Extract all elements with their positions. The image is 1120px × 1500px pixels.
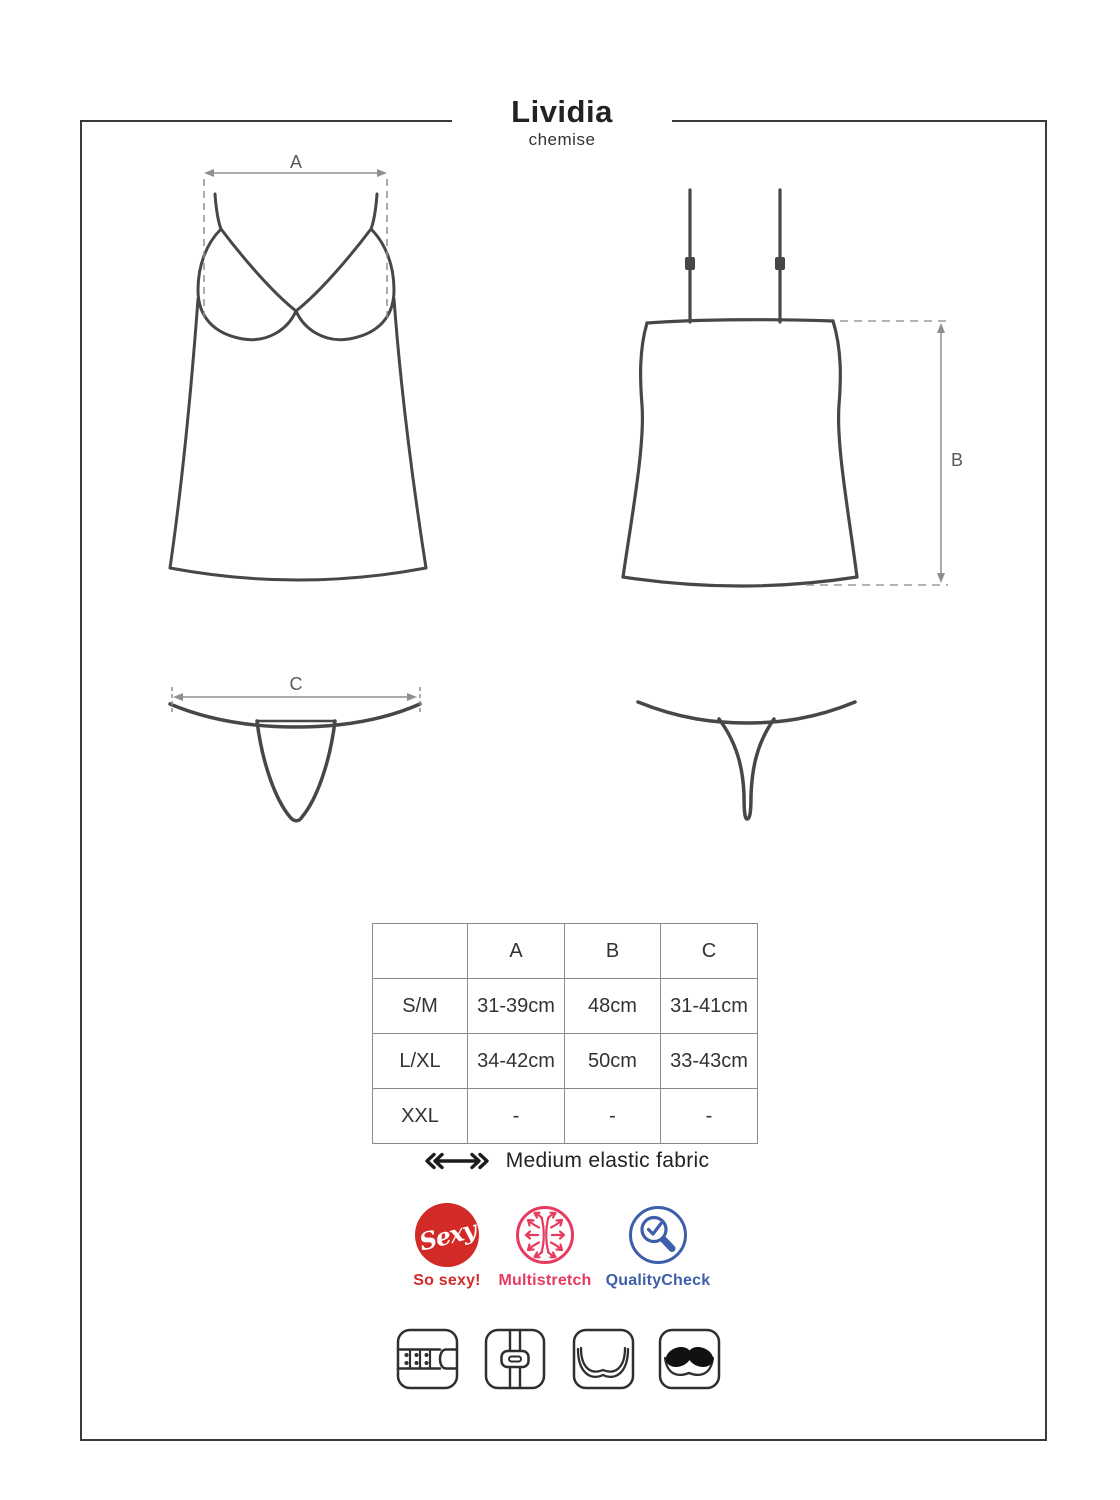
front-hem <box>170 568 426 580</box>
header-cell-c: C <box>661 924 758 979</box>
product-subtitle: chemise <box>528 130 596 150</box>
product-title: Lividia <box>511 93 613 129</box>
table-row <box>373 979 758 1034</box>
size-table <box>372 923 758 1144</box>
multistretch-badge-label: Multistretch <box>498 1272 592 1289</box>
value-cell: 50cm <box>565 1034 661 1089</box>
front-left-cup-inner <box>221 229 296 311</box>
table-row <box>373 1089 758 1144</box>
front-left-side <box>170 299 198 568</box>
stretch-double-arrow-icon <box>421 1151 493 1171</box>
front-right-cup-outer <box>296 229 394 340</box>
size-cell: XXL <box>373 1089 468 1144</box>
sexy-badge <box>400 1203 494 1290</box>
header-cell-a: A <box>468 924 565 979</box>
table-row <box>373 1034 758 1089</box>
value-cell: - <box>468 1089 565 1144</box>
fabric-note-label: Medium elastic fabric <box>505 1149 710 1172</box>
right-strap-slider <box>775 257 785 270</box>
front-left-strap <box>215 194 221 229</box>
hook-eye-closure-icon <box>396 1328 459 1390</box>
value-cell: - <box>565 1089 661 1144</box>
sexy-badge-label: So sexy! <box>413 1272 481 1289</box>
dimension-c-label: C <box>289 674 303 694</box>
left-strap-slider <box>685 257 695 270</box>
value-cell: - <box>661 1089 758 1144</box>
fabric-note <box>340 1146 790 1176</box>
qualitycheck-badge <box>600 1203 716 1290</box>
header-cell-empty <box>373 924 468 979</box>
sexy-circle-icon <box>415 1203 479 1267</box>
value-cell: 31-41cm <box>661 979 758 1034</box>
sexy-circle-text: Sexy <box>415 1214 479 1256</box>
back-top-edge <box>647 320 833 323</box>
qualitycheck-badge-label: QualityCheck <box>605 1272 711 1289</box>
back-right-side <box>833 321 857 577</box>
value-cell: 34-42cm <box>468 1034 565 1089</box>
size-cell: S/M <box>373 979 468 1034</box>
thong-front-drawing <box>170 704 420 821</box>
underwire-icon <box>572 1328 635 1390</box>
back-left-side <box>623 323 647 577</box>
thong-back-waistband <box>638 702 855 723</box>
value-cell: 31-39cm <box>468 979 565 1034</box>
size-table-header-row <box>373 924 758 979</box>
chemise-back-drawing <box>623 190 857 586</box>
value-cell: 48cm <box>565 979 661 1034</box>
thong-back-string <box>719 719 774 819</box>
multistretch-arrows-icon <box>514 1203 576 1267</box>
front-right-cup-inner <box>296 229 371 311</box>
product-title-box <box>452 84 672 162</box>
size-cell: L/XL <box>373 1034 468 1089</box>
multistretch-badge <box>492 1203 598 1290</box>
header-cell-b: B <box>565 924 661 979</box>
dimension-a-label: A <box>289 152 303 172</box>
dimension-b <box>806 321 948 585</box>
adjustable-strap-icon <box>484 1328 546 1390</box>
front-right-side <box>394 299 426 568</box>
value-cell: 33-43cm <box>661 1034 758 1089</box>
front-right-strap <box>371 194 377 229</box>
front-left-cup-outer <box>198 229 296 340</box>
thong-front-panel <box>257 721 335 821</box>
thong-front-waistband <box>170 704 420 727</box>
thong-back-drawing <box>638 702 855 819</box>
magnifier-check-icon <box>627 1203 689 1267</box>
padded-cups-icon <box>658 1328 721 1390</box>
dimension-b-label: B <box>951 449 964 470</box>
